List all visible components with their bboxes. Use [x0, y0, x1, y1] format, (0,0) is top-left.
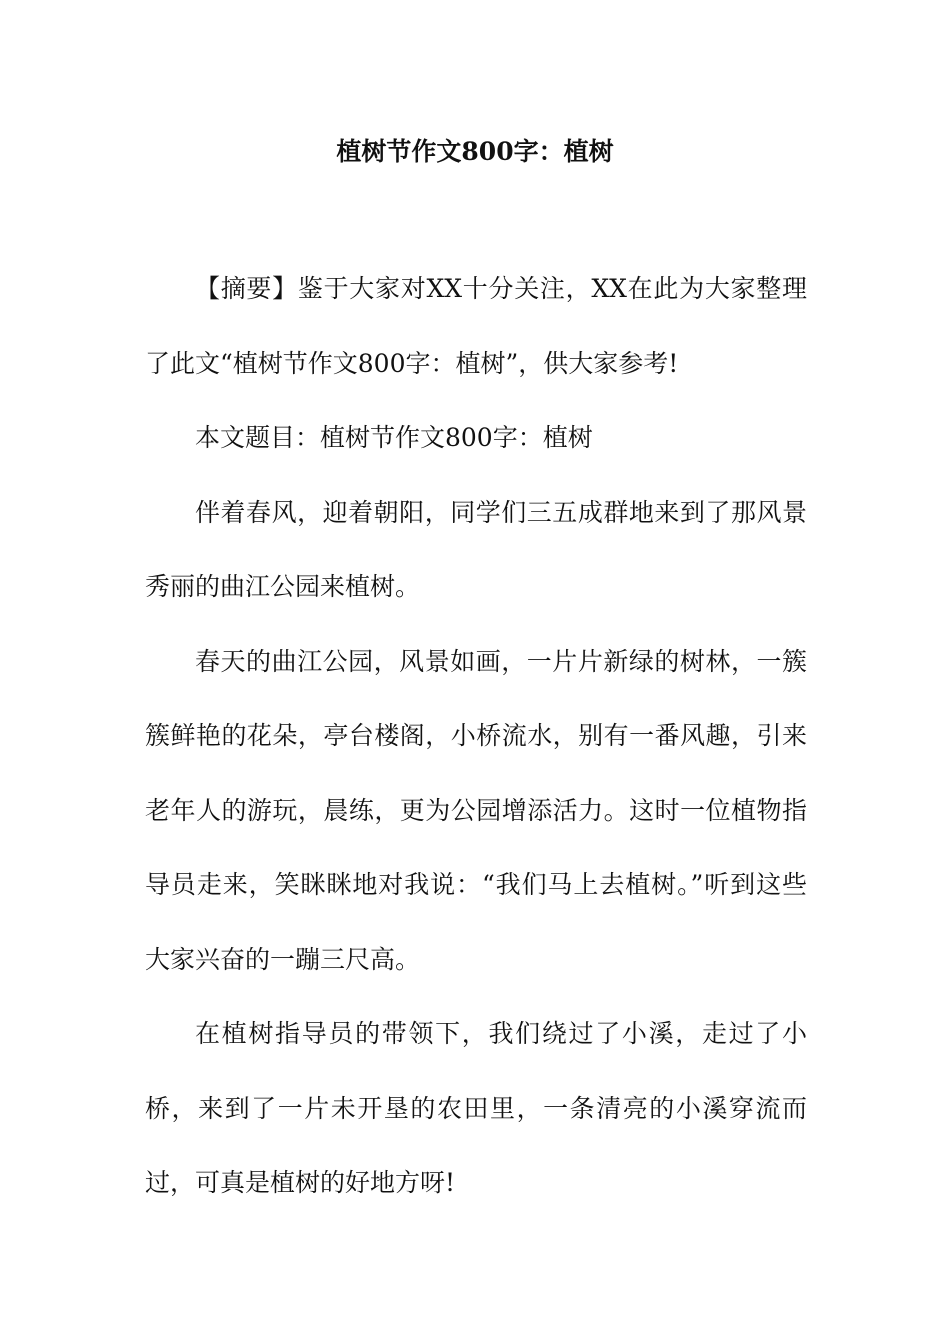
paragraph-3: 在植树指导员的带领下，我们绕过了小溪，走过了小桥，来到了一片未开垦的农田里，一条清亮的小溪穿流而过，可真是植树的好地方呀! — [145, 1019, 807, 1197]
paragraph-2: 春天的曲江公园，风景如画，一片片新绿的树林，一簇簇鲜艳的花朵，亭台楼阁，小桥流水，别有一番风趣，引来老年人的游玩，晨练，更为公园增添活力。这时一位植物指导员走来，笑眯眯地对我说：“我们马上去植树。”听到这些大家兴奋的一蹦三尺高。 — [145, 646, 807, 974]
paragraph-subject: 本文题目：植树节作文800字：植树 — [195, 423, 593, 452]
document-title: 植树节作文800字：植树 — [336, 137, 614, 166]
paragraph-abstract: 【摘要】鉴于大家对XX十分关注，XX在此为大家整理了此文“植树节作文800字：植树”，供大家参考! — [145, 274, 807, 378]
document-body — [145, 252, 807, 1221]
paragraph-1: 伴着春风，迎着朝阳，同学们三五成群地来到了那风景秀丽的曲江公园来植树。 — [145, 497, 807, 601]
